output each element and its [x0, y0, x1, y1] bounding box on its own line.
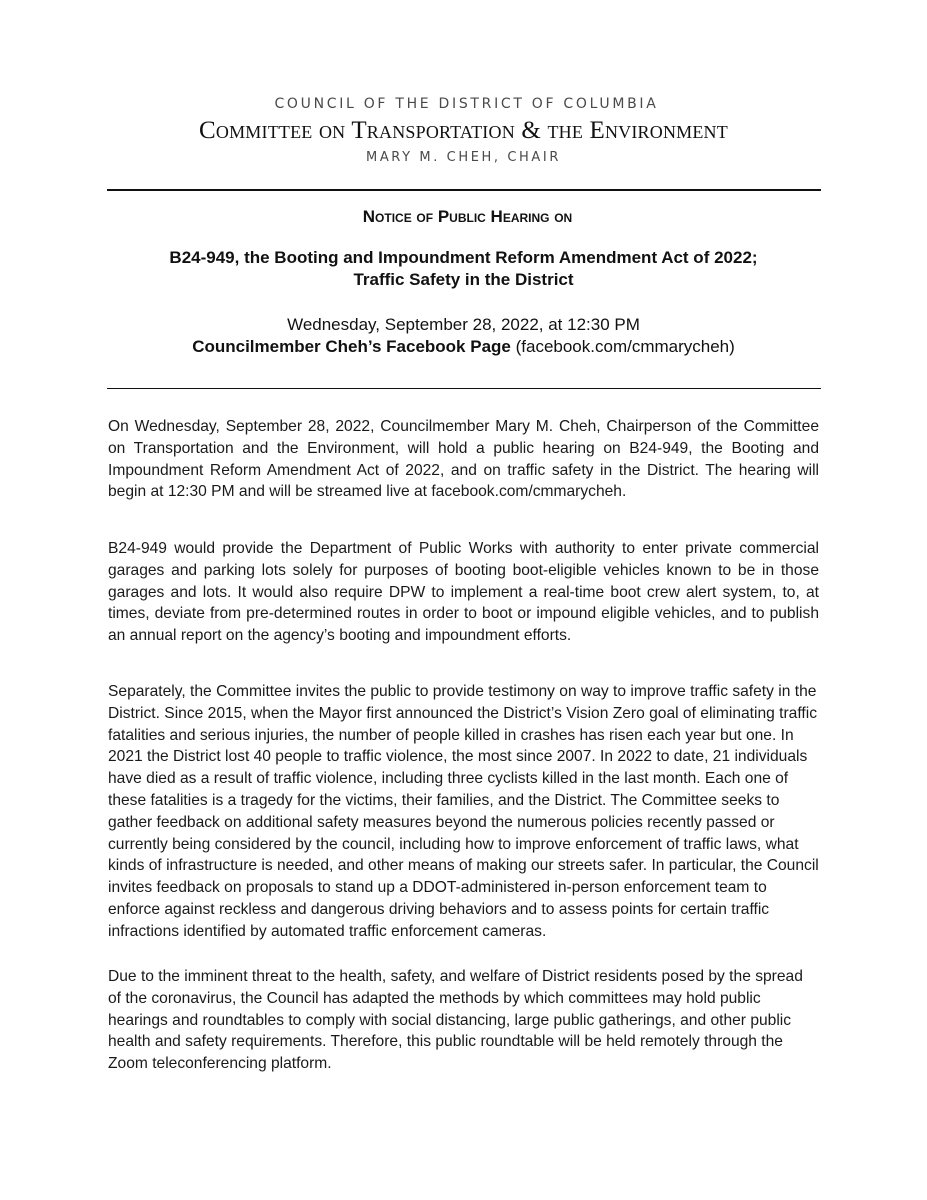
bill-line-1: B24-949, the Booting and Impoundment Reform Amendment Act of 2022; [169, 248, 758, 267]
council-name: COUNCIL OF THE DISTRICT OF COLUMBIA [274, 96, 659, 112]
bottom-divider [107, 388, 821, 389]
hearing-details [0, 314, 927, 358]
paragraph-traffic-safety: Separately, the Committee invites the public to provide testimony on way to improve traffic safety in the District. Since 2015, when the Mayor first announced the District’s Vision Zero goal of eliminating traffic fatalities and serious injuries, the number of people killed in crashes has risen each year but one. In 2021 the District lost 40 people to traffic violence, the most since 2007. In 2022 to date, 21 individuals have died as a result of traffic violence, including three cyclists killed in the last month. Each one of these fatalities is a tragedy for the victims, their families, and the District. The Committee seeks to gather feedback on additional safety measures beyond the numerous policies recently passed or currently being considered by the council, including how to improve enforcement of traffic laws, what kinds of infrastructure is needed, and other means of making our streets safer. In particular, the Council invites feedback on proposals to stand up a DDOT-administered in-person enforcement team to enforce against reckless and dangerous driving behaviors and to assess points for certain traffic infractions identified by automated traffic enforcement cameras. [108, 683, 819, 940]
top-divider [107, 189, 821, 191]
notice-title: Notice of Public Hearing on [362, 207, 573, 226]
paragraph-hearing-announcement: On Wednesday, September 28, 2022, Councilmember Mary M. Cheh, Chairperson of the Committee on Transportation and the Environment, will hold a public hearing on B24-949, the Booting and Impoundment Reform Amendment Act of 2022, and on traffic safety in the District. The hearing will begin at 12:30 PM and will be streamed live at facebook.com/cmmarycheh. [108, 418, 819, 501]
committee-name: Committee on Transportation & the Environment [199, 117, 728, 144]
letterhead [0, 94, 927, 168]
bill-heading [0, 247, 927, 291]
committee-chair: MARY M. CHEH, CHAIR [366, 150, 561, 165]
paragraph-remote-hearing: Due to the imminent threat to the health, safety, and welfare of District residents posed by the spread of the coronavirus, the Council has adapted the methods by which committees may hold public hearings and roundtables to comply with social distancing, large public gatherings, and other public health and safety requirements. Therefore, this public roundtable will be held remotely through the Zoom teleconferencing platform. [108, 968, 803, 1073]
hearing-venue [0, 336, 927, 358]
venue-url: (facebook.com/cmmarycheh) [515, 337, 735, 356]
bill-line-2: Traffic Safety in the District [353, 270, 574, 289]
venue-name: Councilmember Cheh’s Facebook Page [192, 337, 511, 356]
hearing-date-time: Wednesday, September 28, 2022, at 12:30 PM [287, 315, 640, 334]
paragraph-bill-summary: B24-949 would provide the Department of Public Works with authority to enter private commercial garages and parking lots solely for purposes of booting boot-eligible vehicles known to be in those garages and lots. It would also require DPW to implement a real-time boot crew alert system, to, at times, deviate from pre-determined routes in order to boot or impound eligible vehicles, and to publish an annual report on the agency’s booting and impoundment efforts. [108, 540, 819, 645]
